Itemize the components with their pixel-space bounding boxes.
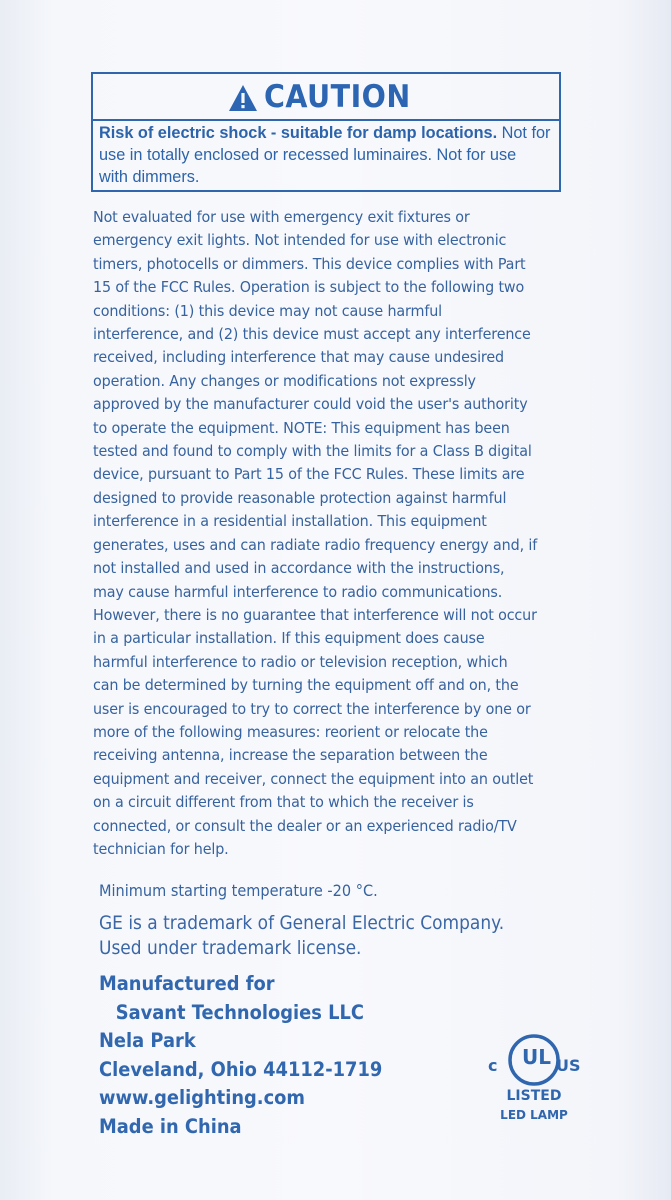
website: www.gelighting.com [99,1086,306,1110]
notice-line: conditions: (1) this device may not cause harmful [93,301,442,320]
notice-line: can be determined by turning the equipment off and on, the [93,676,519,695]
notice-line: generates, uses and can radiate radio frequency energy and, if [93,535,538,554]
notice-line: interference, and (2) this device must accept any interference [93,325,531,344]
notice-line: more of the following measures: reorient or relocate the [93,722,488,741]
notice-line: emergency exit lights. Not intended for use with electronic [93,231,507,250]
caution-header [93,74,559,121]
notice-line: Not evaluated for use with emergency exit fixtures or [93,208,470,226]
caution-risk-rest: Not for [497,124,551,142]
ul-c-mark: c [488,1056,498,1075]
notice-line: However, there is no guarantee that interference will not occur [93,605,537,624]
caution-box [91,72,561,192]
notice-line: interference in a residential installation. This equipment [93,512,487,531]
ul-product-label: LED LAMP [500,1108,568,1122]
trademark-line-1: GE is a trademark of General Electric Company. [99,913,505,934]
manufacturer-block [99,970,459,1142]
caution-text [99,122,555,188]
notice-line: equipment and receiver, connect the equipment into an outlet [93,769,534,788]
company-name: Savant Technologies LLC [115,1000,364,1024]
caution-line-3: with dimmers. [99,168,200,186]
caution-risk-bold: Risk of electric shock - suitable for damp locations. [99,124,498,142]
address-line-1: Nela Park [99,1029,196,1053]
notice-line: receiving antenna, increase the separation between the [93,746,488,765]
ul-listed-label: LISTED [506,1088,562,1104]
notice-line: technician for help. [93,839,229,858]
caution-title: CAUTION [264,78,411,115]
notice-line: may cause harmful interference to radio communications. [93,582,503,601]
notice-line: approved by the manufacturer could void the user's authority [93,395,528,414]
notice-line: on a circuit different from that to which the receiver is [93,793,474,812]
notice-line: designed to provide reasonable protection against harmful [93,488,507,507]
fcc-notice [93,206,573,861]
notice-line: user is encouraged to try to correct the interference by one or [93,699,531,718]
ul-logo-letters: UL [522,1045,551,1069]
notice-line: harmful interference to radio or television reception, which [93,652,508,671]
manufactured-for-label: Manufactured for [99,972,275,995]
notice-line: connected, or consult the dealer or an experienced radio/TV [93,816,517,835]
notice-line: tested and found to comply with the limits for a Class B digital [93,442,532,461]
notice-line: operation. Any changes or modifications not expressly [93,371,476,390]
notice-line: timers, photocells or dimmers. This device complies with Part [93,254,526,273]
notice-line: device, pursuant to Part 15 of the FCC Rules. These limits are [93,465,525,484]
ul-listed-mark [484,1030,584,1130]
trademark-notice [99,911,599,961]
country-of-origin: Made in China [99,1114,242,1138]
warning-triangle-icon [228,84,258,112]
address-line-2: Cleveland, Ohio 44112-1719 [99,1057,383,1081]
notice-line: 15 of the FCC Rules. Operation is subject to the following two [93,278,525,297]
min-temperature-note: Minimum starting temperature -20 °C. [99,882,378,900]
ul-us-mark: US [556,1056,581,1075]
notice-line: in a particular installation. If this equipment does cause [93,629,485,648]
ul-logo-icon [508,1032,560,1088]
caution-line-2: use in totally enclosed or recessed luminaires. Not for use [99,146,517,164]
trademark-line-2: Used under trademark license. [99,938,362,959]
notice-line: not installed and used in accordance with the instructions, [93,559,505,578]
notice-line: to operate the equipment. NOTE: This equipment has been [93,418,510,437]
notice-line: received, including interference that may cause undesired [93,348,504,367]
